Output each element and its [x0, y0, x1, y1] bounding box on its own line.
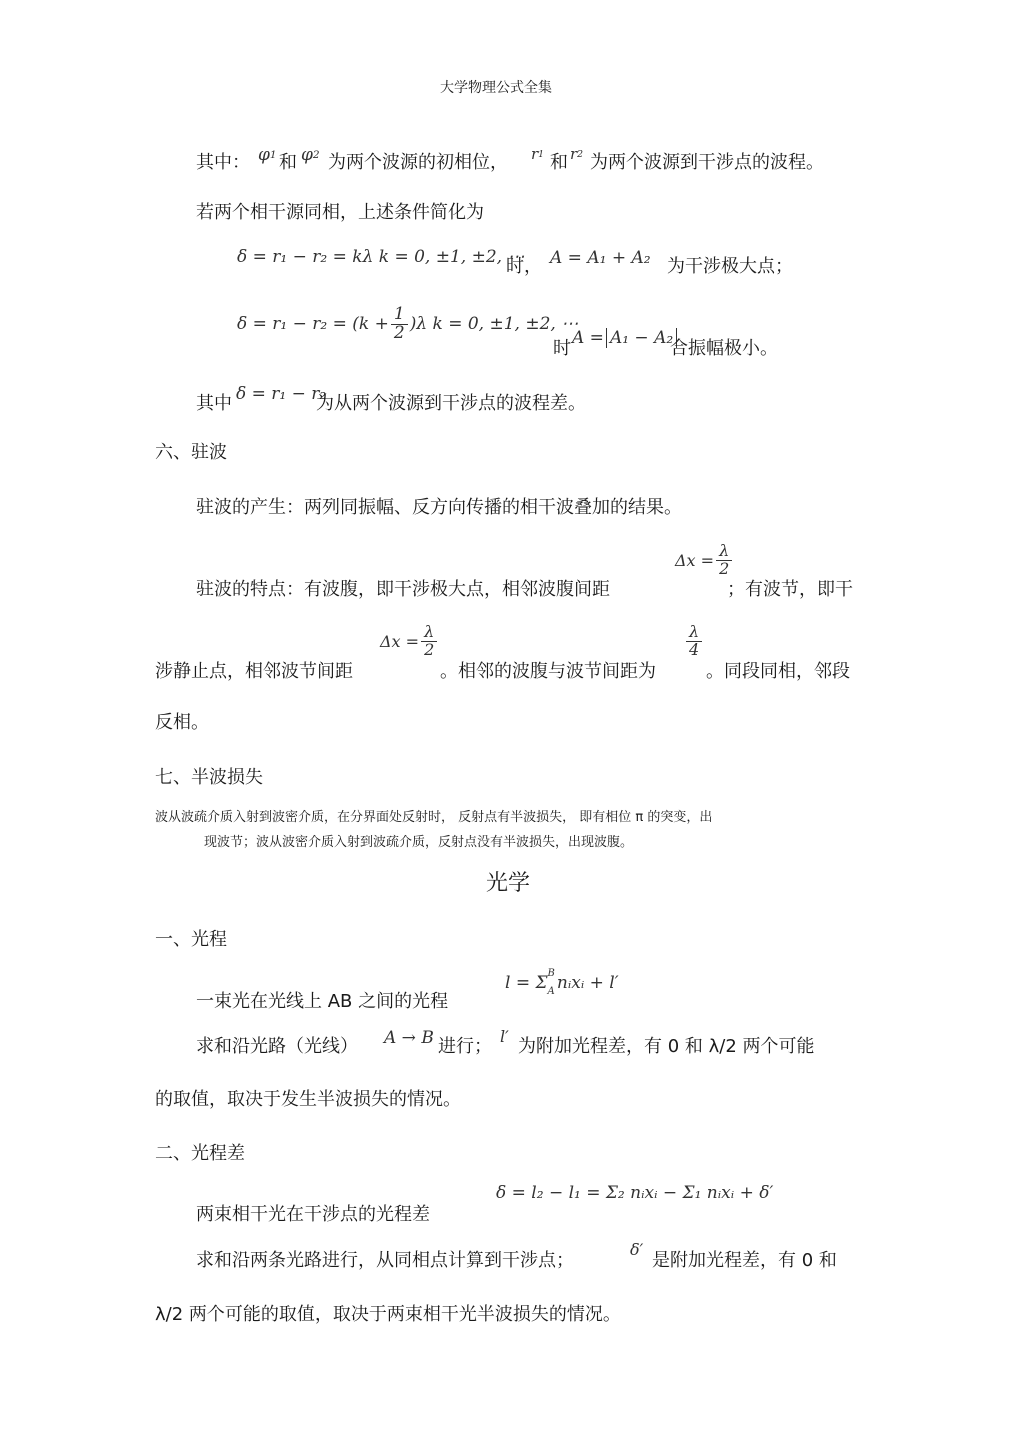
fraction-den: 2: [424, 639, 435, 659]
fraction-num: 1: [391, 306, 408, 325]
text: 涉静止点，相邻波节间距: [155, 661, 353, 682]
paragraph: 若两个相干源同相，上述条件简化为: [196, 202, 484, 223]
formula-optical-path: [505, 969, 619, 997]
abs-value: A₁ − A₂: [606, 328, 677, 348]
text: 求和沿光路（光线）: [196, 1036, 358, 1057]
text: 驻波的特点：有波腹，即干涉极大点，相邻波腹间距: [196, 579, 610, 600]
text: 一束光在光线上 AB 之间的光程: [196, 991, 449, 1012]
text: 为从两个波源到干涉点的波程差。: [316, 393, 586, 414]
formula-max-condition: δ = r₁ − r₂ = kλ k = 0, ±1, ±2, ⋯: [237, 247, 525, 267]
text: 为两个波源到干涉点的波程。: [590, 152, 824, 173]
text: 两束相干光在干涉点的光程差: [196, 1204, 430, 1225]
text: 合振幅极小。: [670, 338, 778, 359]
fraction-num: λ: [716, 543, 732, 561]
text: 其中：: [196, 152, 250, 173]
formula-optical-path-diff: δ = l₂ − l₁ = Σ₂ nᵢxᵢ − Σ₁ nᵢxᵢ + δ′: [496, 1183, 774, 1203]
page-header-title: 大学物理公式全集: [440, 80, 552, 96]
sum-upper: B: [547, 968, 555, 979]
sum-limits: [548, 969, 555, 997]
text: 进行；: [438, 1036, 492, 1057]
formula-phi1: φ 1: [258, 145, 277, 165]
paragraph: 的取值，取决于发生半波损失的情况。: [155, 1089, 461, 1110]
section-heading: 七、半波损失: [155, 767, 263, 788]
text: 时，: [506, 256, 542, 277]
chapter-title: 光学: [486, 871, 531, 896]
text: 。同段同相，邻段: [706, 661, 850, 682]
formula-part: Δx =: [380, 631, 420, 651]
text: 求和沿两条光路进行，从同相点计算到干涉点；: [196, 1250, 574, 1271]
formula-a-to-b: A → B: [384, 1028, 434, 1048]
fraction-den: 4: [689, 639, 700, 659]
formula-r2: r 2: [570, 145, 584, 163]
text: ；有波节，即干: [727, 579, 853, 600]
text: 。相邻的波腹与波节间距为: [440, 661, 656, 682]
text-line: [196, 148, 250, 174]
text: 其中: [196, 393, 232, 414]
formula-amp-sum: A = A₁ + A₂: [550, 248, 651, 268]
fraction-lambda-2: [421, 624, 437, 659]
formula-min-condition: [237, 306, 578, 343]
sum-lower: A: [547, 986, 555, 997]
fraction-lambda-2: [716, 543, 732, 578]
formula-phi2: φ 2: [301, 145, 320, 165]
formula-antinode-spacing: [675, 543, 734, 578]
fraction-num: λ: [421, 624, 437, 642]
formula-part: Δx =: [675, 550, 715, 570]
paragraph: 驻波的产生：两列同振幅、反方向传播的相干波叠加的结果。: [196, 497, 682, 518]
section-heading: 一、光程: [155, 929, 227, 950]
fraction-den: 2: [393, 322, 405, 343]
formula-part: A =: [572, 328, 604, 348]
text: 和: [550, 152, 568, 173]
formula-r1: r 1: [531, 145, 545, 163]
formula-node-spacing: [380, 624, 439, 659]
paragraph: 反相。: [155, 712, 209, 733]
formula-amp-diff: [572, 328, 679, 348]
fraction-half: [391, 306, 408, 343]
formula-part: )λ k = 0, ±1, ±2, ⋯: [409, 314, 579, 335]
text: 为两个波源的初相位，: [328, 152, 508, 173]
formula-part: nᵢxᵢ + l′: [556, 973, 619, 993]
formula-part: δ = r₁ − r₂ = (k +: [237, 314, 389, 335]
paragraph: λ/2 两个可能的取值，取决于两束相干光半波损失的情况。: [155, 1304, 621, 1325]
paragraph-line: 现波节；波从波密介质入射到波疏介质，反射点没有半波损失，出现波腹。: [204, 835, 634, 850]
text: 和: [279, 152, 297, 173]
formula-l-prime: l′: [500, 1027, 509, 1046]
fraction-lambda-4: [686, 624, 702, 659]
text: 是附加光程差，有 0 和: [652, 1250, 837, 1271]
text: 为附加光程差，有 0 和 λ/2 两个可能: [518, 1036, 815, 1057]
formula-part: l = Σ: [505, 973, 548, 993]
section-heading: 六、驻波: [155, 442, 227, 463]
section-heading: 二、光程差: [155, 1143, 245, 1164]
fraction-den: 2: [719, 558, 730, 578]
text: 为干涉极大点；: [667, 256, 793, 277]
fraction-num: λ: [686, 624, 702, 642]
formula-lambda-4: [684, 624, 704, 659]
text: 时: [553, 338, 571, 359]
formula-delta-prime: δ′: [630, 1240, 644, 1259]
formula-path-diff: δ = r₁ − r₂: [236, 384, 327, 404]
paragraph-line: 波从波疏介质入射到波密介质，在分界面处反射时， 反射点有半波损失， 即有相位 π 的突变，出: [155, 810, 713, 825]
